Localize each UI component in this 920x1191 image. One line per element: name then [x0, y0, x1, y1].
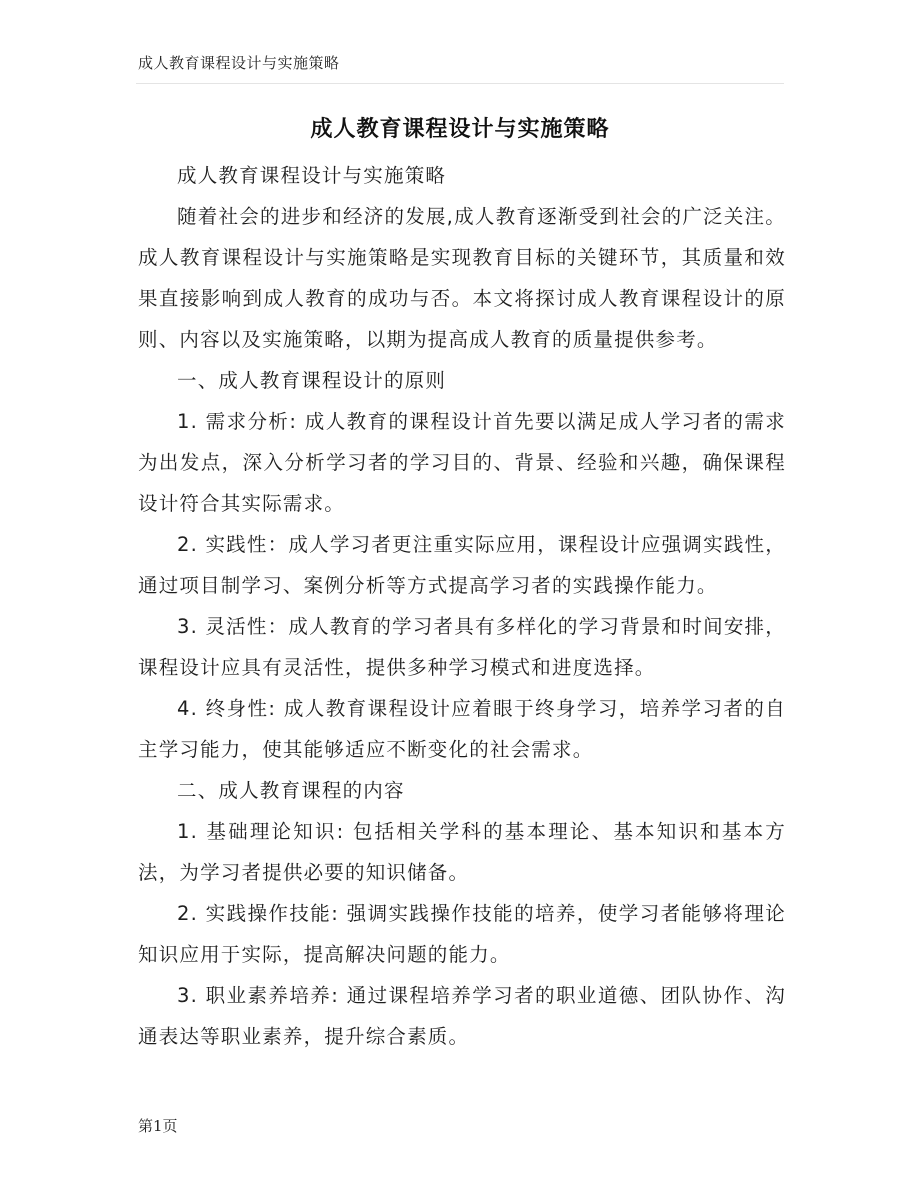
list-item-skills: 2. 实践操作技能: 强调实践操作技能的培养，使学习者能够将理论知识应用于实际，提高解决问题的能力。 — [138, 902, 786, 966]
section-heading-content: 二、成人教育课程的内容 — [177, 779, 405, 802]
list-item-lifelong: 4. 终身性: 成人教育课程设计应着眼于终身学习，培养学习者的自主学习能力，使其能够适应不断变化的社会需求。 — [138, 697, 786, 761]
list-item-needs-analysis: 1. 需求分析: 成人教育的课程设计首先要以满足成人学习者的需求为出发点，深入分析学习者的学习目的、背景、经验和兴趣，确保课程设计符合其实际需求。 — [138, 410, 786, 515]
list-item-practicality: 2. 实践性：成人学习者更注重实际应用，课程设计应强调实践性，通过项目制学习、案例分析等方式提高学习者的实践操作能力。 — [138, 533, 786, 597]
paragraph-subtitle: 成人教育课程设计与实施策略 — [177, 164, 447, 187]
list-item-professionalism: 3. 职业素养培养: 通过课程培养学习者的职业道德、团队协作、沟通表达等职业素养，提升综合素质。 — [138, 984, 786, 1048]
document-body — [138, 155, 786, 1057]
section-heading-principles: 一、成人教育课程设计的原则 — [177, 369, 447, 392]
running-header: 成人教育课程设计与实施策略 — [138, 54, 340, 72]
list-item-theory: 1. 基础理论知识: 包括相关学科的基本理论、基本知识和基本方法，为学习者提供必要的知识储备。 — [138, 820, 786, 884]
document-title: 成人教育课程设计与实施策略 — [310, 117, 610, 142]
list-item-flexibility: 3. 灵活性：成人教育的学习者具有多样化的学习背景和时间安排，课程设计应具有灵活性，提供多种学习模式和进度选择。 — [138, 615, 786, 679]
paragraph-intro: 随着社会的进步和经济的发展,成人教育逐渐受到社会的广泛关注。成人教育课程设计与实施策略是实现教育目标的关键环节，其质量和效果直接影响到成人教育的成功与否。本文将探讨成人教育课程设计的原则、内容以及实施策略，以期为提高成人教育的质量提供参考。 — [138, 205, 786, 351]
header-divider — [136, 83, 784, 84]
page-number: 第1页 — [138, 1117, 178, 1135]
